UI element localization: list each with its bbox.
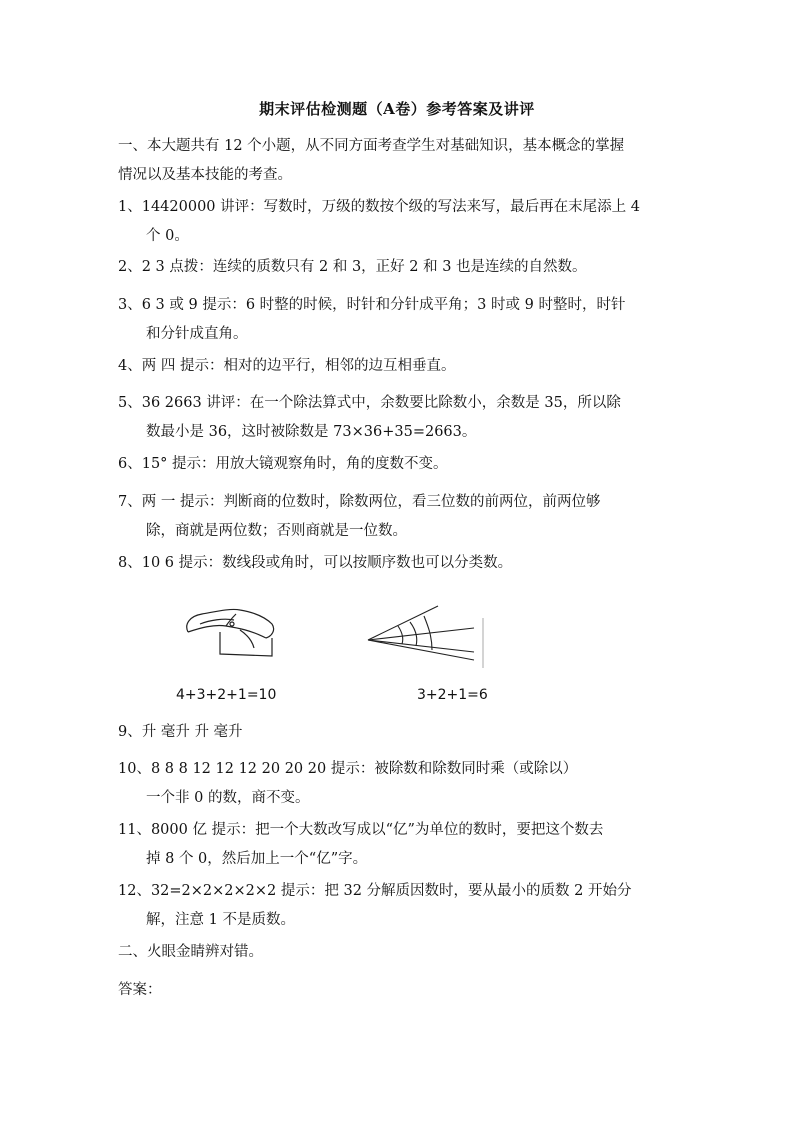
answer-label: 答案： xyxy=(118,982,162,998)
answer-item-3-line-1: 3、6 3 或 9 提示：6 时整的时候，时针和分针成平角；3 时或 9 时整时，时针 xyxy=(118,297,626,313)
answer-item-1-line-2: 个 0。 xyxy=(146,228,189,244)
answer-item-2 xyxy=(118,253,678,282)
segment-figure xyxy=(180,604,280,662)
answer-item-8-line-1: 8、10 6 提示：数线段或角时，可以按顺序数也可以分类数。 xyxy=(118,555,513,571)
section-2-heading: 二、火眼金睛辨对错。 xyxy=(118,944,263,960)
answer-item-5 xyxy=(118,389,678,447)
page-title: 期末评估检测题（A卷）参考答案及讲评 xyxy=(259,100,535,118)
answer-item-11 xyxy=(118,816,678,874)
answer-item-9 xyxy=(118,718,678,747)
answer-item-6 xyxy=(118,450,678,479)
answer-item-1-line-1: 1、14420000 讲评：写数时，万级的数按个级的写法来写，最后再在末尾添上 4 xyxy=(118,199,640,215)
answer-item-7 xyxy=(118,488,678,546)
answer-item-1 xyxy=(118,193,678,251)
section-1-line-2: 情况以及基本技能的考查。 xyxy=(118,167,292,183)
answer-item-7-line-2: 除，商就是两位数；否则商就是一位数。 xyxy=(146,523,407,539)
answer-item-4 xyxy=(118,352,678,381)
answer-item-4-line-1: 4、两 四 提示：相对的边平行，相邻的边互相垂直。 xyxy=(118,358,456,374)
answer-item-12 xyxy=(118,877,678,935)
answer-item-5-line-2: 数最小是 36，这时被除数是 73×36+35=2663。 xyxy=(146,424,477,440)
right-figure-caption: 3+2+1=6 xyxy=(417,687,488,703)
angle-figure xyxy=(362,600,492,672)
answer-item-11-line-1: 11、8000 亿 提示：把一个大数改写成以“亿”为单位的数时，要把这个数去 xyxy=(118,822,604,838)
left-figure-caption: 4+3+2+1=10 xyxy=(176,687,277,703)
section-1-line-1: 一、本大题共有 12 个小题，从不同方面考查学生对基础知识，基本概念的掌握 xyxy=(118,138,625,154)
answer-item-6-line-1: 6、15° 提示：用放大镜观察角时，角的度数不变。 xyxy=(118,456,448,472)
answer-item-12-line-1: 12、32=2×2×2×2×2 提示：把 32 分解质因数时，要从最小的质数 2 开始分 xyxy=(118,883,632,899)
answer-item-12-line-2: 解，注意 1 不是质数。 xyxy=(146,912,295,928)
answer-item-11-line-2: 掉 8 个 0，然后加上一个“亿”字。 xyxy=(146,851,368,867)
answer-item-10 xyxy=(118,755,678,813)
answer-item-10-line-1: 10、8 8 8 12 12 12 20 20 20 提示：被除数和除数同时乘（或除以） xyxy=(118,761,578,777)
answer-item-3-line-2: 和分针成直角。 xyxy=(146,326,248,342)
answer-item-5-line-1: 5、36 2663 讲评：在一个除法算式中，余数要比除数小，余数是 35，所以除 xyxy=(118,395,621,411)
answer-item-2-line-1: 2、2 3 点拨：连续的质数只有 2 和 3，正好 2 和 3 也是连续的自然数。 xyxy=(118,259,587,275)
answer-item-10-line-2: 一个非 0 的数，商不变。 xyxy=(146,790,310,806)
answer-item-3 xyxy=(118,291,678,349)
answer-item-9-line-1: 9、升 毫升 升 毫升 xyxy=(118,724,243,740)
answer-item-8 xyxy=(118,549,678,578)
answer-item-7-line-1: 7、两 一 提示：判断商的位数时，除数两位，看三位数的前两位，前两位够 xyxy=(118,494,601,510)
section-1-intro xyxy=(118,132,678,190)
